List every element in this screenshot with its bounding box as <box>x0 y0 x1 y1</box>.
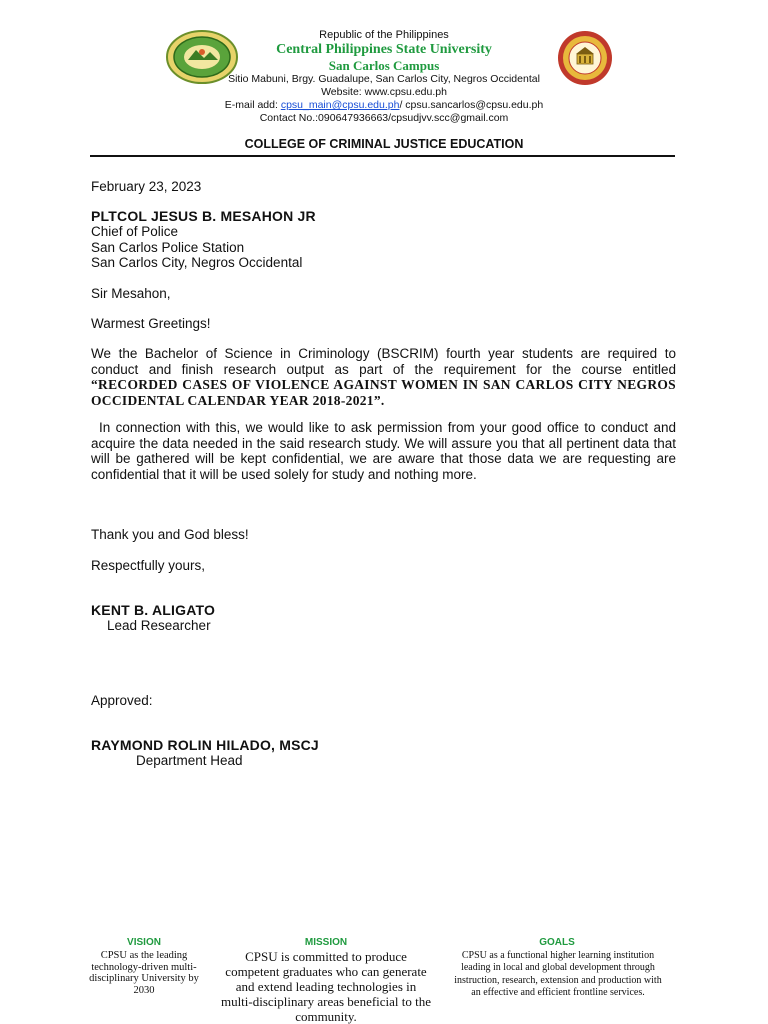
sender-role: Lead Researcher <box>107 618 211 633</box>
research-title: “RECORDED CASES OF VIOLENCE AGAINST WOMEN IN SAN CARLOS CITY NEGROS OCCIDENTAL CALENDAR YEAR 2018-2021”. <box>91 377 676 408</box>
thanks-line: Thank you and God bless! <box>91 527 249 542</box>
letter-date: February 23, 2023 <box>91 179 202 194</box>
email-label: E-mail add: <box>224 99 281 111</box>
recipient-name: PLTCOL JESUS B. MESAHON JR <box>91 208 316 224</box>
recipient-city: San Carlos City, Negros Occidental <box>91 255 303 270</box>
recipient-title: Chief of Police <box>91 224 179 239</box>
website-line: Website: www.cpsu.edu.ph <box>321 86 447 98</box>
vision-text: CPSU as the leading technology-driven multi-disciplinary University by 2030 <box>89 950 199 996</box>
email-link[interactable]: cpsu_main@cpsu.edu.ph <box>280 99 400 111</box>
contact-line: Contact No.:090647936663/cpsudjvv.scc@gmail.com <box>259 112 509 124</box>
university-name: Central Philippines State University <box>276 42 492 57</box>
college-name: COLLEGE OF CRIMINAL JUSTICE EDUCATION <box>244 137 524 151</box>
vision-heading: VISION <box>127 937 161 948</box>
closing-line: Respectfully yours, <box>91 558 206 573</box>
mission-text: CPSU is committed to produce competent graduates who can generate and extend leading technologies in multi-disciplinary areas beneficial to the community. <box>220 949 432 1024</box>
mission-heading: MISSION <box>304 937 348 948</box>
recipient-office: San Carlos Police Station <box>91 240 245 255</box>
goals-text: CPSU as a functional higher learning institution leading in local and global development through instruction, research, extension and production with an effective and efficient frontline services. <box>454 950 662 998</box>
sender-name: KENT B. ALIGATO <box>91 602 216 618</box>
republic-line: Republic of the Philippines <box>319 29 449 41</box>
salutation: Sir Mesahon, <box>91 286 171 301</box>
greeting: Warmest Greetings! <box>91 316 211 331</box>
approver-role: Department Head <box>136 753 243 768</box>
campus-address: Sitio Mabuni, Brgy. Guadalupe, San Carlos City, Negros Occidental <box>228 73 540 85</box>
header-divider <box>90 155 675 157</box>
email-secondary: / cpsu.sancarlos@cpsu.edu.ph <box>399 99 544 111</box>
paragraph-permission: In connection with this, we would like to ask permission from your good office to conduct and acquire the data needed in the said research study. We will assure you that all pertinent data that will be gathered will be kept confidential, we are aware that those data we are requesting are confidential that it will be used solely for study and nothing more. <box>91 420 676 482</box>
email-line <box>0 99 768 111</box>
approved-label: Approved: <box>91 693 153 708</box>
approver-name: RAYMOND ROLIN HILADO, MSCJ <box>91 737 319 753</box>
paragraph-request-text: We the Bachelor of Science in Criminology (BSCRIM) fourth year students are required to conduct and finish research output as part of the requirement for the course entitled <box>91 346 676 377</box>
paragraph-request <box>91 346 676 408</box>
campus-name: San Carlos Campus <box>328 58 440 73</box>
goals-heading: GOALS <box>539 937 575 948</box>
